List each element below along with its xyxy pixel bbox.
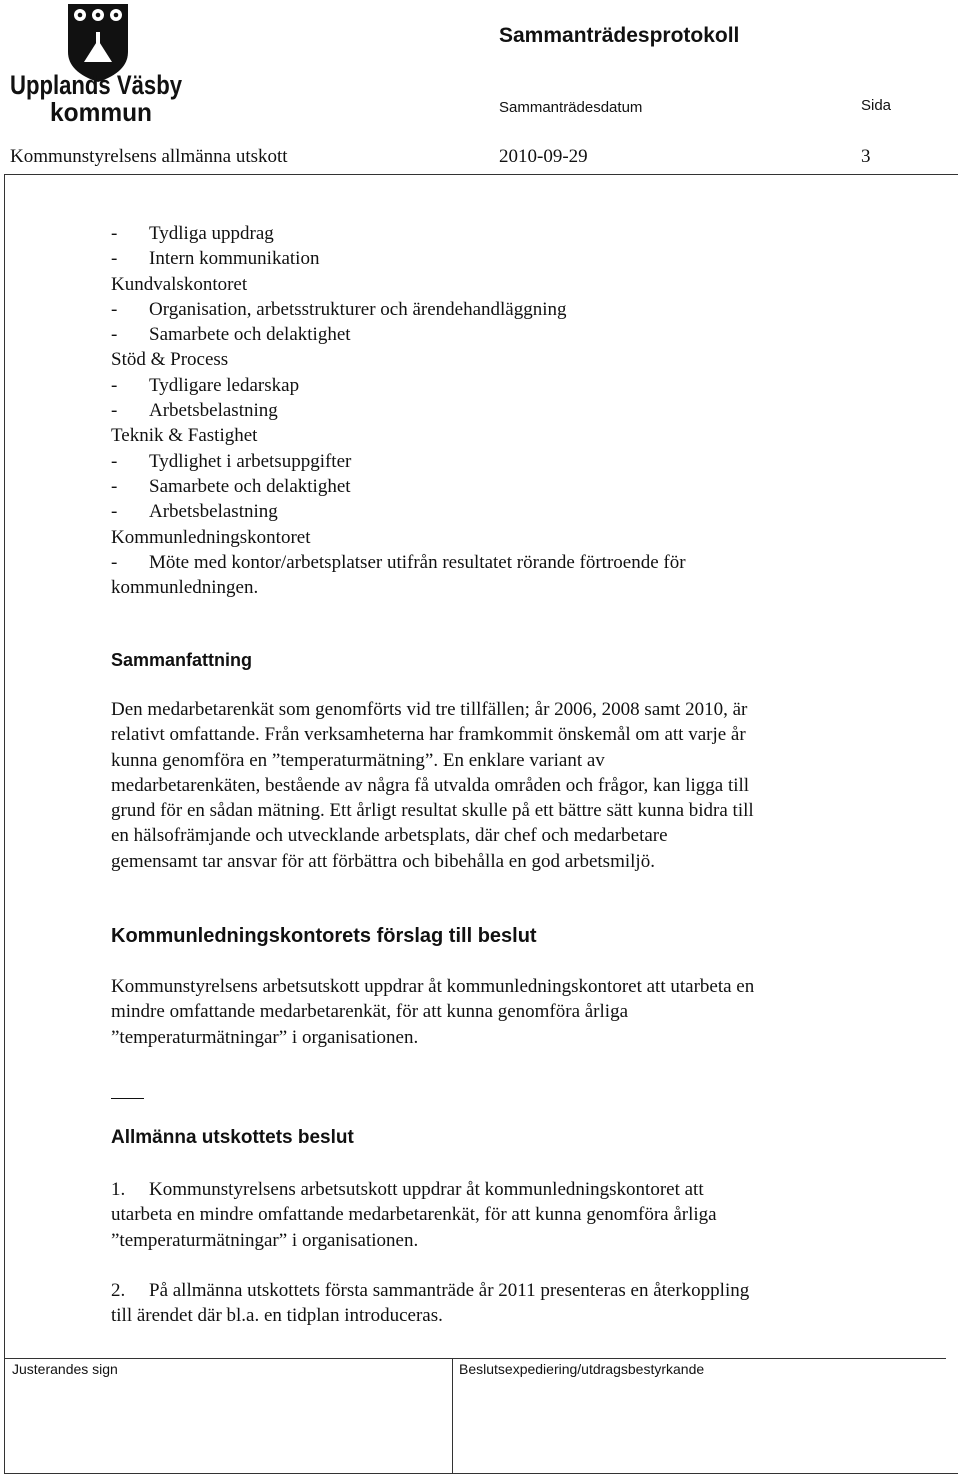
decision-line: till ärendet där bl.a. en tidplan introduceras. [111,1305,443,1327]
separator-rule [111,1098,144,1099]
summary-paragraph [111,697,754,874]
meeting-date: 2010-09-29 [499,146,588,167]
list-group-heading: Kommunledningskontoret [111,526,311,548]
decision-line: utarbeta en mindre omfattande medarbetarenkät, för att kunna genomföra årliga [111,1204,717,1226]
department-feedback-list [111,221,686,600]
page-label: Sida [861,97,892,114]
logo-name-line1: Upplands Väsby [10,70,182,100]
decision-line: ”temperaturmätningar” i organisationen. [111,1229,419,1251]
list-group-heading: Teknik & Fastighet [111,425,258,447]
text-line: relativt omfattande. Från verksamheterna har framkommit önskemål om att varje år [111,724,746,746]
list-item: - Tydliga uppdrag [111,223,274,244]
text-line: grund för en sådan mätning. Ett årligt resultat skulle på ett bättre sätt kunna bidra till [111,800,754,822]
signature-divider [452,1358,453,1474]
list-item: - Samarbete och delaktighet [111,475,351,497]
text-line: mindre omfattande medarbetarenkät, för att kunna genomföra årliga [111,1001,628,1023]
footer-border [4,1358,946,1359]
decision-item: 2. På allmänna utskottets första sammanträde år 2011 presenteras en återkoppling [111,1278,749,1303]
list-item: - Arbetsbelastning [111,400,278,422]
decision-heading: Allmänna utskottets beslut [111,1127,354,1148]
summary-heading: Sammanfattning [111,650,253,670]
list-group-heading: Stöd & Process [111,349,229,371]
list-item: - Tydligare ledarskap [111,374,300,396]
spacer [111,1253,749,1278]
decision-item: 1. Kommunstyrelsens arbetsutskott uppdrar åt kommunledningskontoret att [111,1177,749,1202]
text-line: kunna genomföra en ”temperaturmätning”. En enklare variant av [111,749,605,771]
frame-left-border [4,174,5,1474]
list-item: - Möte med kontor/arbetsplatser utifrån resultatet rörande förtroende för [111,551,686,573]
proposal-heading: Kommunledningskontorets förslag till beslut [111,925,537,947]
frame-bottom-border [4,1473,958,1474]
text-line: en hälsofrämjande och utvecklande arbetsplats, där chef och medarbetare [111,825,668,847]
beslutsexpediering-label: Beslutsexpediering/utdragsbestyrkande [459,1361,705,1377]
list-item: - Organisation, arbetsstrukturer och ärendehandläggning [111,298,567,320]
list-item: - Samarbete och delaktighet [111,324,351,346]
committee-name: Kommunstyrelsens allmänna utskott [10,146,288,167]
list-group-heading: Kundvalskontoret [111,273,248,295]
upplands-vasby-logo [10,2,185,127]
justerandes-sign-label: Justerandes sign [12,1361,118,1377]
logo-name-line2: kommun [50,97,152,127]
meeting-date-label: Sammanträdesdatum [499,99,643,116]
decision-list [111,1177,749,1329]
list-item: - Intern kommunikation [111,248,320,270]
frame-top-border [4,174,958,175]
text-line: ”temperaturmätningar” i organisationen. [111,1026,419,1048]
decision-number: 1. [111,1179,126,1200]
page-number: 3 [861,146,871,167]
list-item: - Arbetsbelastning [111,501,278,523]
list-item-continuation: kommunledningen. [111,577,259,599]
text-line: Den medarbetarenkät som genomförts vid tre tillfällen; år 2006, 2008 samt 2010, är [111,699,748,720]
text-line: medarbetarenkäten, bestående av några få utvalda områden och frågor, kan ligga till [111,774,750,796]
text-line: gemensamt tar ansvar för att förbättra och bibehålla en god arbetsmiljö. [111,850,655,872]
document-title: Sammanträdesprotokoll [499,24,740,47]
decision-number: 2. [111,1280,126,1302]
proposal-paragraph [111,974,754,1050]
list-item: - Tydlighet i arbetsuppgifter [111,450,352,472]
text-line: Kommunstyrelsens arbetsutskott uppdrar åt kommunledningskontoret att utarbeta en [111,976,755,997]
